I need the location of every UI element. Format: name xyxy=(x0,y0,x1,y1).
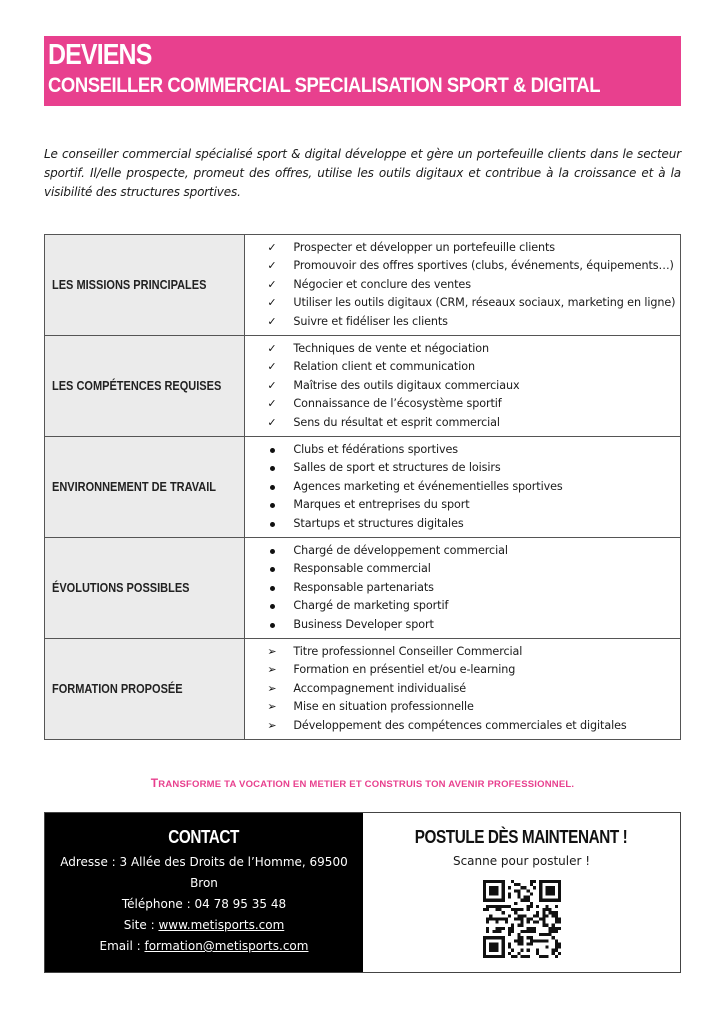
list-item-text: Relation client et communication xyxy=(293,360,475,374)
section-label xyxy=(45,437,245,538)
list-item-text: Mise en situation professionnelle xyxy=(293,700,474,714)
list-item-text: Clubs et fédérations sportives xyxy=(293,442,459,456)
arrow-bullet-icon: ➢ xyxy=(267,681,277,695)
qr-code-icon[interactable] xyxy=(483,880,561,958)
list-item-text: Titre professionnel Conseiller Commercial xyxy=(293,644,523,658)
list-item xyxy=(267,358,680,377)
list-item xyxy=(267,717,680,736)
table-row xyxy=(45,235,681,336)
bullet-icon xyxy=(267,441,293,460)
list-item xyxy=(267,542,680,561)
check-icon: ✓ xyxy=(267,277,277,291)
section-label xyxy=(45,235,245,336)
contact-email-label: Email : xyxy=(99,939,145,953)
section-label-text: LES MISSIONS PRINCIPALES xyxy=(52,278,207,292)
contact-address: Adresse : 3 Allée des Droits de l’Homme, 69500 Bron xyxy=(60,855,348,890)
list-item xyxy=(267,680,680,699)
list-item xyxy=(267,313,680,332)
check-icon: ✓ xyxy=(267,397,277,411)
check-icon: ✓ xyxy=(267,378,277,392)
section-label-text: ÉVOLUTIONS POSSIBLES xyxy=(52,581,190,595)
list-item-text: Promouvoir des offres sportives (clubs, événements, équipements…) xyxy=(293,259,674,273)
contact-site-label: Site : xyxy=(123,918,159,932)
section-label xyxy=(45,538,245,639)
table-row xyxy=(45,538,681,639)
list-item-text: Sens du résultat et esprit commercial xyxy=(293,415,500,429)
list-item xyxy=(267,515,680,534)
apply-panel xyxy=(363,813,680,972)
list-item xyxy=(267,395,680,414)
contact-panel xyxy=(45,813,363,972)
list-item xyxy=(267,340,680,359)
list-item-text: Développement des compétences commerciales et digitales xyxy=(293,718,627,732)
bullet-icon xyxy=(267,496,293,515)
list-item-text: Prospecter et développer un portefeuille clients xyxy=(293,240,556,254)
contact-phone: Téléphone : 04 78 95 35 48 xyxy=(121,897,287,911)
list-item xyxy=(267,560,680,579)
list-item-text: Chargé de développement commercial xyxy=(293,543,508,557)
list-item-text: Chargé de marketing sportif xyxy=(293,599,449,613)
arrow-bullet-icon: ➢ xyxy=(267,718,277,732)
check-icon: ✓ xyxy=(267,360,277,374)
list-item xyxy=(267,661,680,680)
check-icon: ✓ xyxy=(267,296,277,310)
list-item-text: Utiliser les outils digitaux (CRM, réseaux sociaux, marketing en ligne) xyxy=(293,296,676,310)
section-label xyxy=(45,336,245,437)
contact-title: CONTACT xyxy=(168,827,240,847)
list-item xyxy=(267,643,680,662)
bullet-icon xyxy=(267,478,293,497)
bullet-icon xyxy=(267,459,293,478)
arrow-bullet-icon: ➢ xyxy=(267,644,277,658)
list-item xyxy=(267,294,680,313)
list-item-text: Techniques de vente et négociation xyxy=(293,341,489,355)
list-item-text: Formation en présentiel et/ou e-learning xyxy=(293,663,516,677)
contact-site-link[interactable]: www.metisports.com xyxy=(158,918,285,932)
list-item xyxy=(267,441,680,460)
bullet-icon xyxy=(267,579,293,598)
section-items xyxy=(245,639,681,740)
section-label-text: FORMATION PROPOSÉE xyxy=(52,682,183,696)
bullet-icon xyxy=(267,542,293,561)
section-items xyxy=(245,437,681,538)
list-item xyxy=(267,276,680,295)
bullet-icon xyxy=(267,597,293,616)
tagline: TRANSFORME TA VOCATION EN METIER ET CONSTRUIS TON AVENIR PROFESSIONNEL. xyxy=(150,776,575,790)
list-item-text: Négocier et conclure des ventes xyxy=(293,277,471,291)
list-item-text: Agences marketing et événementielles sportives xyxy=(293,479,563,493)
header-title-line2: CONSEILLER COMMERCIAL SPECIALISATION SPORT & DIGITAL xyxy=(48,74,601,97)
list-item xyxy=(267,496,680,515)
list-item-text: Responsable partenariats xyxy=(293,580,434,594)
list-item-text: Suivre et fidéliser les clients xyxy=(293,314,448,328)
list-item-text: Salles de sport et structures de loisirs xyxy=(293,461,501,475)
apply-subtitle: Scanne pour postuler ! xyxy=(452,854,591,868)
check-icon: ✓ xyxy=(267,415,277,429)
list-item xyxy=(267,459,680,478)
contact-email xyxy=(45,936,363,957)
footer xyxy=(44,812,681,973)
section-items xyxy=(245,538,681,639)
list-item-text: Startups et structures digitales xyxy=(293,516,464,530)
list-item xyxy=(267,377,680,396)
bullet-icon xyxy=(267,560,293,579)
contact-email-link[interactable]: formation@metisports.com xyxy=(144,939,309,953)
list-item xyxy=(267,414,680,433)
list-item xyxy=(267,616,680,635)
check-icon: ✓ xyxy=(267,314,277,328)
list-item xyxy=(267,239,680,258)
table-row xyxy=(45,437,681,538)
info-table xyxy=(44,234,681,740)
list-item-text: Business Developer sport xyxy=(293,617,434,631)
list-item-text: Maîtrise des outils digitaux commerciaux xyxy=(293,378,520,392)
list-item xyxy=(267,579,680,598)
check-icon: ✓ xyxy=(267,341,277,355)
header-banner xyxy=(44,36,681,106)
list-item-text: Marques et entreprises du sport xyxy=(293,498,470,512)
check-icon: ✓ xyxy=(267,240,277,254)
list-item xyxy=(267,257,680,276)
list-item xyxy=(267,698,680,717)
bullet-icon xyxy=(267,616,293,635)
section-items xyxy=(245,235,681,336)
contact-site xyxy=(45,915,363,936)
intro-paragraph: Le conseiller commercial spécialisé sport & digital développe et gère un portefeuille clients dans le secteur sportif. Il/elle prospecte, promeut des offres, utilise les outils digitaux et contribue à la croissance et à la visibilité des structures sportives. xyxy=(44,147,681,199)
list-item-text: Connaissance de l’écosystème sportif xyxy=(293,397,502,411)
check-icon: ✓ xyxy=(267,259,277,273)
list-item-text: Responsable commercial xyxy=(293,562,431,576)
apply-title: POSTULE DÈS MAINTENANT ! xyxy=(415,827,628,847)
header-title-line1: DEVIENS xyxy=(48,39,152,71)
bullet-icon xyxy=(267,515,293,534)
section-label xyxy=(45,639,245,740)
section-items xyxy=(245,336,681,437)
table-row xyxy=(45,336,681,437)
list-item-text: Accompagnement individualisé xyxy=(293,681,467,695)
section-label-text: ENVIRONNEMENT DE TRAVAIL xyxy=(52,480,216,494)
arrow-bullet-icon: ➢ xyxy=(267,663,277,677)
list-item xyxy=(267,478,680,497)
list-item xyxy=(267,597,680,616)
table-row xyxy=(45,639,681,740)
arrow-bullet-icon: ➢ xyxy=(267,700,277,714)
section-label-text: LES COMPÉTENCES REQUISES xyxy=(52,379,222,393)
